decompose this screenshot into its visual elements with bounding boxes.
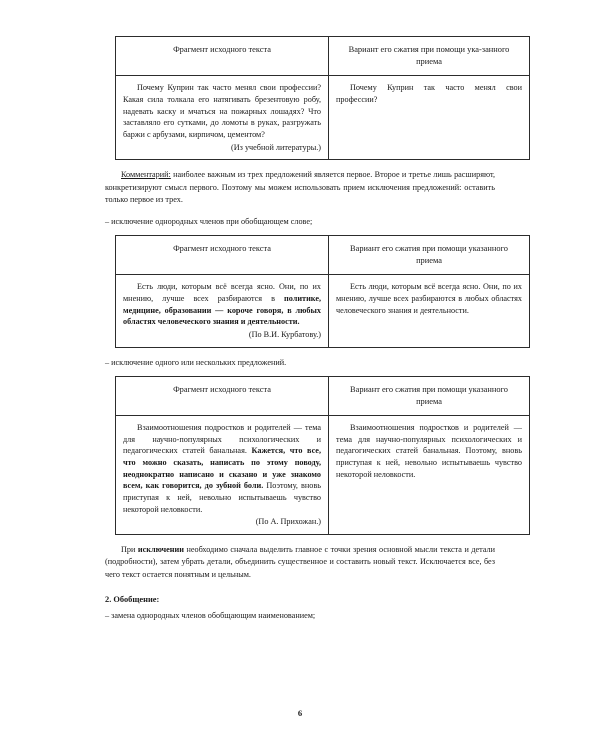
table3-compressed-text: Взаимоотношения подростков и родителей — тема для научно-популярных психологических и педагогических статей банальная. Поэтому, вновь приступая к ней, невольно испытываешь чувство некоторой неловкости. [336, 423, 522, 479]
table3-cell-compressed [329, 416, 530, 535]
table1-cell-compressed [329, 76, 530, 160]
table2-header-left [116, 235, 329, 274]
closing-rest: необходимо сначала выделить главное с точки зрения основной мысли текста и детали (подробности), затем убрать детали, объединить существенное и составить новый текст. Исключается все, без чего текст остается понятным и цельным. [105, 544, 496, 579]
bullet-sentences: – исключение одного или нескольких предложений. [105, 357, 287, 367]
closing-lead: При [121, 544, 138, 554]
table2-header-right [329, 235, 530, 274]
table1-header-right [329, 37, 530, 76]
table3-plain-1: Взаимоотношения подростков и родителей — тема для научно-популярных психологических и педагогических статей банальная. [123, 423, 321, 456]
table-row [116, 76, 530, 160]
table3-source-attribution: (По А. Прихожан.) [255, 517, 321, 527]
table2-source-attribution: (По В.И. Курбатову.) [248, 329, 321, 339]
table1-compressed-text: Почему Куприн так часто менял свои профессии? [336, 83, 522, 105]
closing-paragraph [105, 544, 495, 581]
table3-header-right [329, 376, 530, 415]
commentary-label: Комментарий: [121, 170, 171, 180]
bullet-homogeneous-members: – исключение однородных членов при обобщающем слове; [105, 216, 313, 226]
table1-source-text: Почему Куприн так часто менял свои профессии? Какая сила толкала его натягивать брезентовую робу, надевать каску и мчаться на пожарных лошадях? Что заставляло его сутками, до ломоты в руках, разгружать баржи с арбузами, кирпичом, цементом? [123, 83, 321, 139]
table1-header-right-text: Вариант его сжатия при помощи ука-занного приема [348, 45, 510, 67]
table3-plain-2: Поэтому, вновь приступая к ней, невольно испытываешь чувство некоторой неловкости. [123, 481, 321, 514]
table3-bold-1: Кажется, что все, что можно сказать, написать по этому поводу, неоднократно написано и сказано и уже знакомо всем, как говорится, до зубной боли. [123, 446, 321, 491]
table2-bold-1: политике, медицине, образовании — короче говоря, в любых областях человеческого знания и деятельности. [123, 293, 321, 327]
section-item-replacement: – замена однородных членов обобщающим наименованием; [105, 611, 316, 621]
table3-header-left-text: Фрагмент исходного текста [173, 384, 271, 394]
table1-header-left-text: Фрагмент исходного текста [173, 45, 271, 54]
section-heading-generalization: 2. Обобщение: [105, 595, 160, 605]
table-row [116, 416, 530, 535]
table2-cell-source [116, 275, 329, 347]
table2-compressed-text: Есть люди, которым всё всегда ясно. Они, по их мнению, лучше всех разбираются в любых областях человеческого знания и деятельности. [336, 282, 522, 315]
table-header-row [116, 235, 530, 274]
closing-bold-term: исключении [137, 544, 184, 554]
table1-source-attribution: (Из учебной литературы.) [231, 142, 321, 152]
commentary-paragraph [105, 169, 495, 206]
table1-header-left [116, 37, 329, 76]
table3-header-left [116, 376, 329, 415]
table2-source-text [123, 281, 321, 328]
page-number: 6 [297, 708, 303, 718]
table-header-row [116, 37, 530, 76]
table2-header-left-text: Фрагмент исходного текста [173, 243, 271, 253]
table2-header-right-text: Вариант его сжатия при помощи указанного приема [350, 243, 508, 266]
comparison-table-1 [115, 36, 530, 160]
comparison-table-3 [115, 376, 530, 535]
commentary-text: наиболее важным из трех предложений является первое. Второе и третье лишь расширяют, конкретизируют смысл первого. Поэтому мы можем использовать прием исключения предложений: оставить только первое из трех. [105, 170, 495, 205]
table1-cell-source [116, 76, 329, 160]
table-header-row [116, 376, 530, 415]
table3-cell-source [116, 416, 329, 535]
table3-header-right-text: Вариант его сжатия при помощи указанного приема [350, 384, 508, 406]
table-row [116, 275, 530, 347]
table2-cell-compressed [329, 275, 530, 347]
table2-plain-1: Есть люди, которым всё всегда ясно. Они, по их мнению, лучше всех разбираются в [123, 282, 321, 303]
table3-source-text [123, 422, 321, 515]
comparison-table-2 [115, 235, 530, 348]
